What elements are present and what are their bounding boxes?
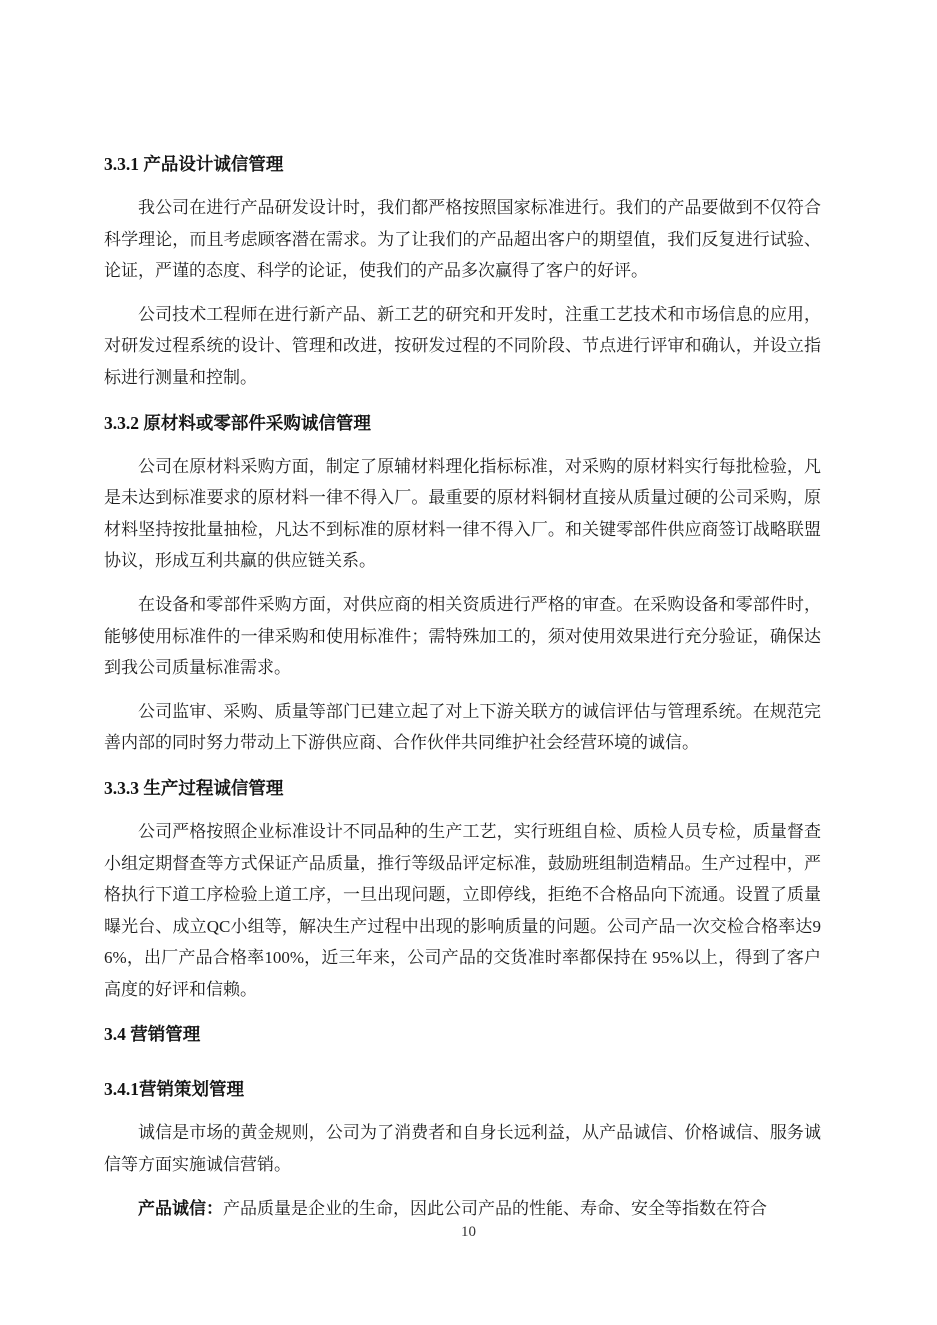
paragraph-product-design-1: 我公司在进行产品研发设计时，我们都严格按照国家标准进行。我们的产品要做到不仅符合科学理论，而且考虑顾客潜在需求。为了让我们的产品超出客户的期望值，我们反复进行试验、论证，严谨的态度、科学的论证，使我们的产品多次赢得了客户的好评。 bbox=[104, 198, 821, 281]
paragraph-product-design-2: 公司技术工程师在进行新产品、新工艺的研究和开发时，注重工艺技术和市场信息的应用，对研发过程系统的设计、管理和改进，按研发过程的不同阶段、节点进行评审和确认，并设立指标进行测量和控制。 bbox=[104, 304, 821, 387]
paragraph-production-process: 公司严格按照企业标准设计不同品种的生产工艺，实行班组自检、质检人员专检，质量督查小组定期督查等方式保证产品质量，推行等级品评定标准，鼓励班组制造精品。生产过程中，严格执行下道工序检验上道工序，一旦出现问题，立即停线，拒绝不合格品向下流通。设置了质量曝光台、成立QC小组等，解决生产过程中出现的影响质量的问题。公司产品一次交检合格率达96%，出厂产品合格率100%，近三年来，公司产品的交货准时率都保持在 95%以上，得到了客户高度的好评和信赖。 bbox=[104, 821, 821, 999]
section-heading-3-3-2: 3.3.2 原材料或零部件采购诚信管理 bbox=[104, 412, 371, 433]
product-integrity-lead-label: 产品诚信： bbox=[138, 1198, 223, 1218]
page-number: 10 bbox=[461, 1224, 476, 1240]
document-content bbox=[104, 148, 821, 1224]
section-heading-3-4-1: 3.4.1营销策划管理 bbox=[104, 1079, 244, 1100]
product-integrity-lead-text: 产品质量是企业的生命，因此公司产品的性能、寿命、安全等指数在符合 bbox=[223, 1198, 767, 1218]
paragraph-product-integrity bbox=[104, 1193, 821, 1225]
section-heading-3-3-1: 3.3.1 产品设计诚信管理 bbox=[104, 154, 284, 174]
paragraph-raw-material-3: 公司监审、采购、质量等部门已建立起了对上下游关联方的诚信评估与管理系统。在规范完善内部的同时努力带动上下游供应商、合作伙伴共同维护社会经营环境的诚信。 bbox=[104, 701, 821, 753]
paragraph-raw-material-1: 公司在原材料采购方面，制定了原辅材料理化指标标准，对采购的原材料实行每批检验，凡是未达到标准要求的原材料一律不得入厂。最重要的原材料铜材直接从质量过硬的公司采购，原材料坚持按批量抽检，凡达不到标准的原材料一律不得入厂。和关键零部件供应商签订战略联盟协议，形成互利共赢的供应链关系。 bbox=[104, 456, 821, 571]
paragraph-marketing-planning: 诚信是市场的黄金规则，公司为了消费者和自身长远利益，从产品诚信、价格诚信、服务诚信等方面实施诚信营销。 bbox=[104, 1123, 821, 1175]
section-heading-3-3-3: 3.3.3 生产过程诚信管理 bbox=[104, 777, 284, 798]
paragraph-raw-material-2: 在设备和零部件采购方面，对供应商的相关资质进行严格的审查。在采购设备和零部件时，能够使用标准件的一律采购和使用标准件；需特殊加工的，须对使用效果进行充分验证，确保达到我公司质量标准需求。 bbox=[104, 594, 821, 678]
section-heading-3-4: 3.4 营销管理 bbox=[104, 1024, 201, 1045]
